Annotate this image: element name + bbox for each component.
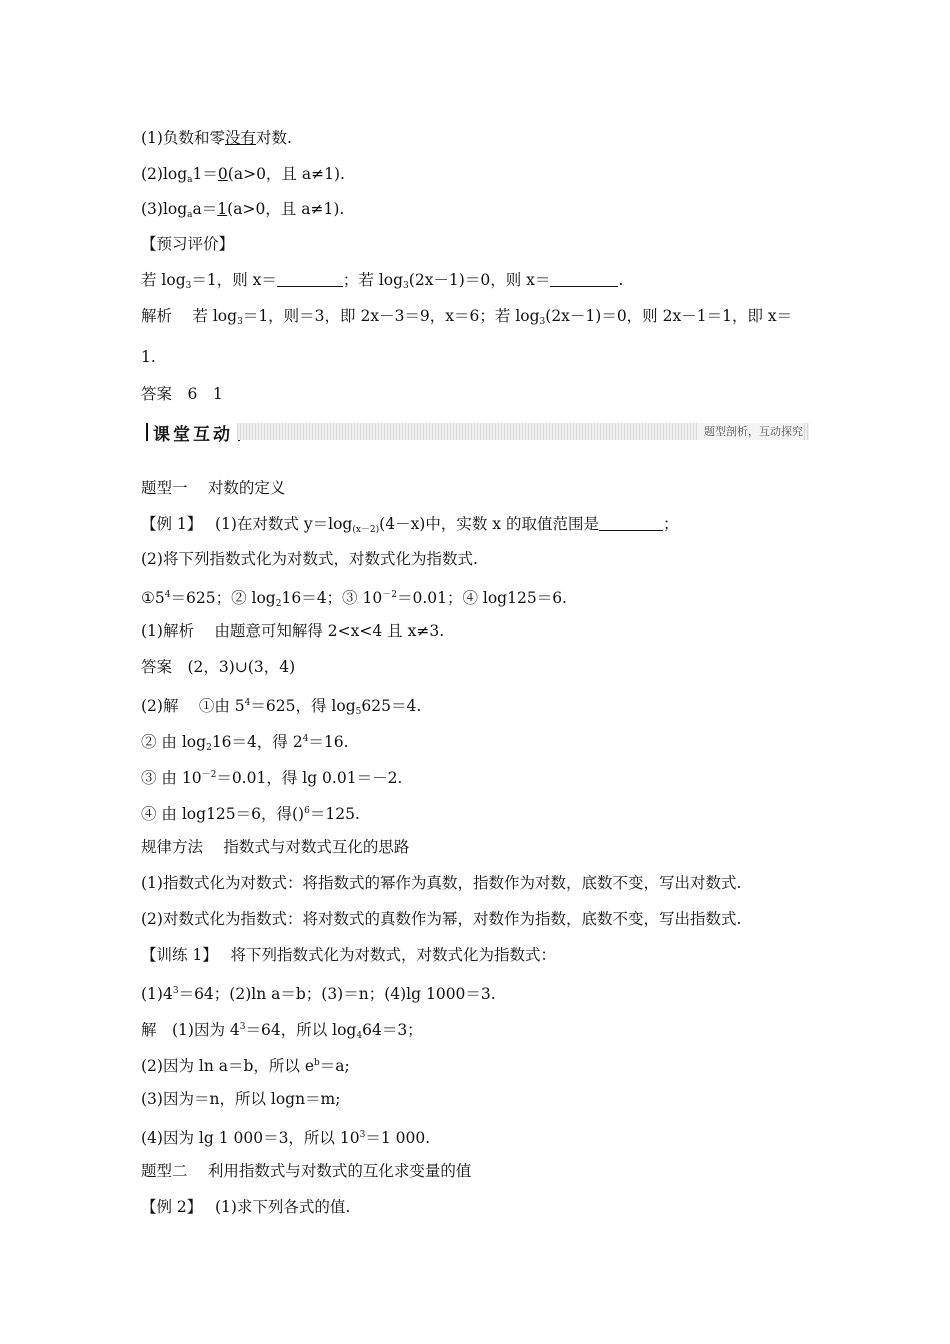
training-solution-4: (4)因为 lg 1 000＝3，所以 $10^3=1$ 000. [141, 1129, 431, 1147]
preview-heading: 【预习评价】 [141, 235, 235, 253]
training-solution-2: (2)因为 ln a＝b，所以 $e^b=a$; [141, 1057, 350, 1075]
training-heading: 【训练 1】 将下列指数式化为对数式，对数式化为指数式： [141, 946, 556, 964]
solution-2-step2: ② 由 $\log_216=4$，得 $2^4=16$. [141, 733, 349, 753]
answer-blank[interactable] [277, 271, 343, 287]
example-1-part2: (2)将下列指数式化为对数式，对数式化为指数式. [141, 550, 478, 568]
preview-answer: 答案 6 1 [141, 385, 223, 403]
property-2: $(2)\log_a1=0(a>0$，且 a≠1). [141, 165, 345, 185]
method-2: (2)对数式化为指数式：将对数式的真数作为幂，对数作为指数，底数不变，写出指数式. [141, 910, 742, 928]
solution-2-step4: ④ 由 log125＝6，得()$^6$＝125. [141, 805, 360, 823]
answer-blank[interactable] [550, 271, 618, 287]
example-1-items: $①5^4=625$；② $\log_216=4$；③ $10^{-2}=0.01$；④ log125＝6. [141, 589, 567, 609]
answer-blank[interactable] [599, 515, 663, 531]
divider [146, 423, 148, 441]
preview-analysis-cont: 1. [141, 348, 156, 366]
solution-2-step3: ③ 由 $10^{-2}=0.01$，得 lg 0.01＝－2. [141, 769, 403, 787]
section-banner [141, 420, 809, 444]
training-items: $(1)4^3=64$；(2)ln a＝b；(3)＝n；(4)lg 1000＝3. [141, 985, 496, 1003]
property-1: (1)负数和零没有对数. [141, 129, 292, 147]
training-solution-1: 解 (1)因为 $4^3=64$，所以 $\log_464=3$； [141, 1021, 423, 1041]
method-heading: 规律方法 指数式与对数式互化的思路 [141, 838, 410, 856]
example-2: 【例 2】 (1)求下列各式的值. [141, 1198, 351, 1216]
answer-1: 答案 (2，3)∪(3，4) [141, 658, 296, 676]
solution-2: (2)解 ①由 $5^4=625$，得 $\log_5625=4$. [141, 697, 422, 717]
preview-question: 若 $\log_3=1$，则 x＝ ；若 $\log_3(2x-1)=0$，则 x＝ . [141, 271, 624, 291]
banner-subtitle: 题型剖析，互动探究 [698, 423, 803, 440]
property-3: $(3)\log_aa=1(a>0$，且 a≠1). [141, 200, 345, 220]
banner-title-text: 课堂互动 [153, 424, 233, 445]
method-1: (1)指数式化为对数式：将指数式的幂作为真数，指数作为对数，底数不变，写出对数式. [141, 874, 742, 892]
type2-heading: 题型二 利用指数式与对数式的互化求变量的值 [141, 1162, 472, 1180]
banner-title [141, 420, 245, 444]
type1-heading: 题型一 对数的定义 [141, 479, 286, 497]
preview-analysis: 解析 若 $\log_3=1$，则＝3，即 2x－3＝9，x＝6；若 $\log_3(2x-1)=0$，则 2x－1＝1，即 x＝ [141, 307, 793, 327]
training-solution-3: (3)因为＝n，所以 logn＝m; [141, 1090, 341, 1108]
example-1: 【例 1】 (1)在对数式 $y=\log_{(x-2)}(4-x)$中，实数 x 的取值范围是 ； [141, 515, 679, 535]
solution-1: (1)解析 由题意可知解得 2<x<4 且 x≠3. [141, 622, 445, 640]
